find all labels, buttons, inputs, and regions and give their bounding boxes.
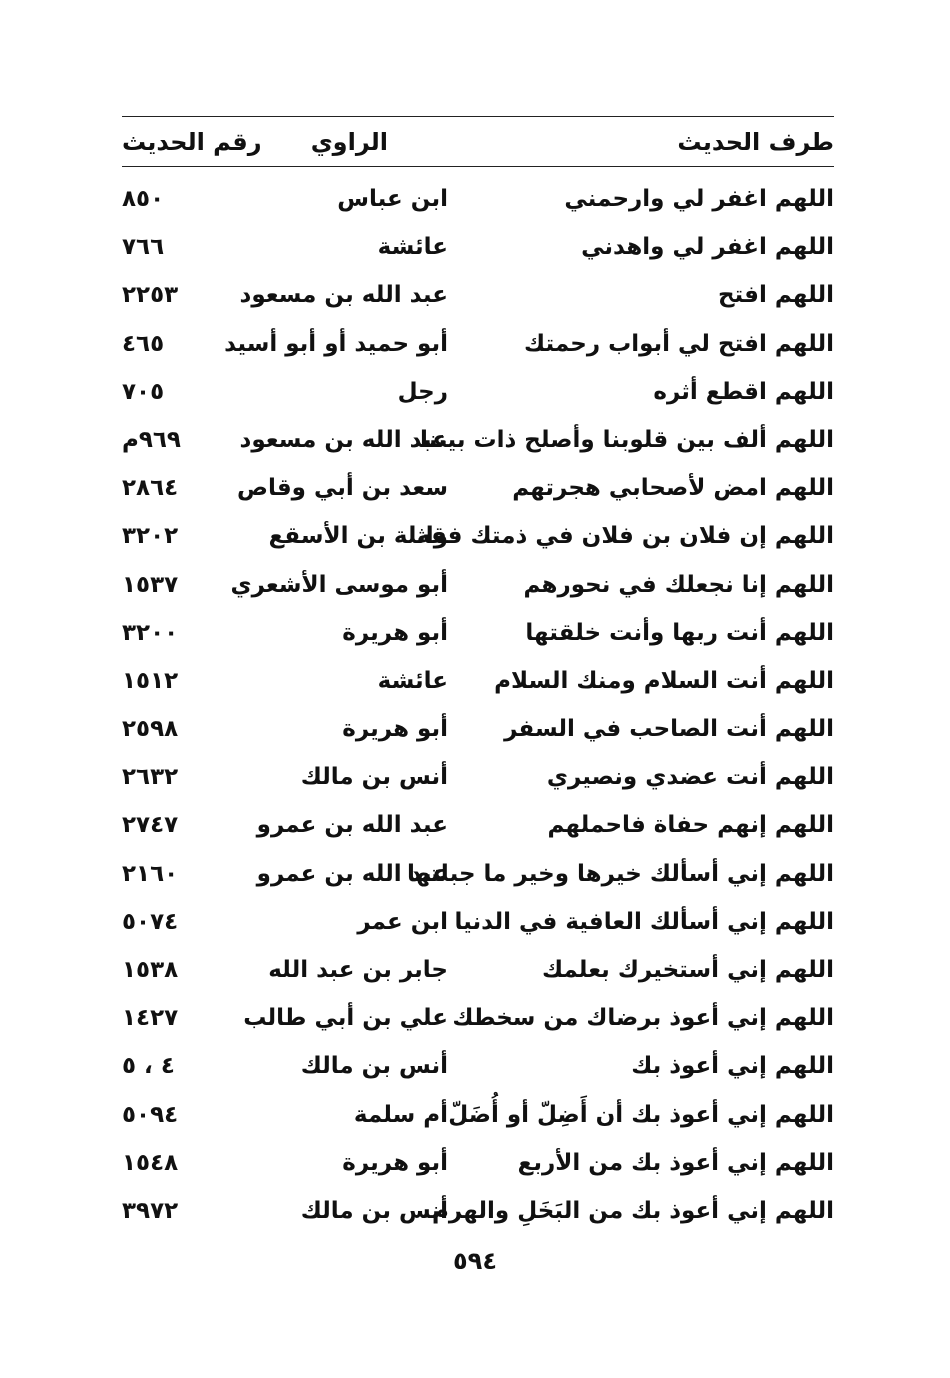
hadith-text: اللهم إنا نجعلك في نحورهم <box>523 571 834 598</box>
header-narrator: الراوي <box>310 128 388 156</box>
hadith-text: اللهم ألف بين قلوبنا وأصلح ذات بيننا <box>420 426 834 453</box>
table-row <box>122 754 834 802</box>
narrator-name: أبو حميد أو أبو أسيد <box>224 330 448 357</box>
table-row <box>122 513 834 561</box>
narrator-name: أنس بن مالك <box>300 1053 448 1080</box>
narrator-name: واثلة بن الأسقع <box>268 523 448 550</box>
hadith-number: ١٥١٢ <box>122 667 179 694</box>
hadith-text: اللهم امض لأصحابي هجرتهم <box>512 475 834 502</box>
narrator-name: أنس بن مالك <box>300 1197 448 1224</box>
table-row <box>122 417 834 465</box>
narrator-name: سعد بن أبي وقاص <box>237 475 448 502</box>
table-row <box>122 562 834 610</box>
hadith-text: اللهم أنت عضدي ونصيري <box>546 764 834 791</box>
narrator-name: أبو هريرة <box>342 716 448 743</box>
hadith-number: ٢٥٩٨ <box>122 716 179 743</box>
narrator-name: أم سلمة <box>353 1101 448 1128</box>
narrator-name: ابن عباس <box>337 186 448 212</box>
hadith-text: اللهم أنت ربها وأنت خلقتها <box>525 619 834 646</box>
narrator-name: عائشة <box>377 667 448 694</box>
hadith-number: ١٥٣٧ <box>122 571 179 598</box>
hadith-number: ٨٥٠ <box>122 186 165 212</box>
hadith-number: ٣٢٠٢ <box>122 523 179 550</box>
hadith-number: ٣٩٧٢ <box>122 1197 179 1224</box>
hadith-number: ٥٠٩٤ <box>122 1101 179 1128</box>
narrator-name: أبو موسى الأشعري <box>230 571 448 598</box>
hadith-text: اللهم إني أعوذ بك من الأربع <box>517 1149 834 1176</box>
hadith-text: اللهم إني أعوذ بك من البَخَلِ والهرم <box>432 1197 834 1224</box>
page-number: ٥٩٤ <box>453 1247 497 1275</box>
narrator-name: جابر بن عبد الله <box>268 957 448 983</box>
hadith-text: اللهم اغفر لي واهدني <box>581 234 834 261</box>
header-number: رقم الحديث <box>122 128 262 156</box>
hadith-text: اللهم افتح <box>717 282 834 309</box>
narrator-name: أبو هريرة <box>342 619 448 646</box>
hadith-text: اللهم إني أستخيرك بعلمك <box>541 957 834 983</box>
table-row <box>122 224 834 272</box>
table-row <box>122 1092 834 1140</box>
table-row <box>122 995 834 1043</box>
hadith-number: ١٤٢٧ <box>122 1005 179 1032</box>
table-row <box>122 272 834 320</box>
table-row <box>122 465 834 513</box>
hadith-text: اللهم إني أسألك العافية في الدنيا <box>454 908 834 935</box>
hadith-number: ٩٦٩م <box>122 426 181 453</box>
narrator-name: عبد الله بن مسعود <box>239 426 448 453</box>
hadith-text: اللهم إني أعوذ بك أن أَضِلّ أو أُضَلّ <box>448 1101 834 1128</box>
table-row <box>122 1043 834 1091</box>
table-row <box>122 899 834 947</box>
narrator-name: عبد الله بن عمرو <box>256 812 448 839</box>
hadith-number: ٥٠٧٤ <box>122 908 179 935</box>
hadith-text: اللهم إني أعوذ بك <box>631 1053 834 1080</box>
table-row <box>122 176 834 224</box>
hadith-number: ٧٦٦ <box>122 234 165 261</box>
hadith-text: اللهم أنت السلام ومنك السلام <box>494 667 834 694</box>
hadith-number: ٢٧٤٧ <box>122 812 179 839</box>
table-row <box>122 610 834 658</box>
hadith-number: ٤ ، ٥ <box>122 1053 175 1080</box>
table-row <box>122 706 834 754</box>
hadith-text: اللهم إني أعوذ برضاك من سخطك <box>452 1005 834 1032</box>
header-rule <box>122 166 834 167</box>
table-row <box>122 947 834 995</box>
hadith-number: ١٥٣٨ <box>122 957 179 983</box>
hadith-text: اللهم أنت الصاحب في السفر <box>504 716 834 743</box>
hadith-number: ٧٠٥ <box>122 378 165 405</box>
narrator-name: عبد الله بن مسعود <box>239 282 448 309</box>
narrator-name: رجل <box>397 378 448 405</box>
top-rule <box>122 116 834 117</box>
hadith-number: ١٥٤٨ <box>122 1149 179 1176</box>
table-row <box>122 1140 834 1188</box>
hadith-text: اللهم اقطع أثره <box>653 378 834 405</box>
narrator-name: أنس بن مالك <box>300 764 448 791</box>
table-body <box>122 176 834 1236</box>
hadith-text: اللهم إنهم حفاة فاحملهم <box>547 812 834 839</box>
hadith-number: ٢٢٥٣ <box>122 282 179 309</box>
table-row <box>122 658 834 706</box>
table-row <box>122 802 834 850</box>
table-row <box>122 369 834 417</box>
narrator-name: أبو هريرة <box>342 1149 448 1176</box>
hadith-text: اللهم اغفر لي وارحمني <box>564 186 834 212</box>
hadith-number: ٢٨٦٤ <box>122 475 179 502</box>
hadith-text: اللهم افتح لي أبواب رحمتك <box>524 330 834 357</box>
table-row <box>122 1188 834 1236</box>
table-row <box>122 321 834 369</box>
narrator-name: علي بن أبي طالب <box>243 1005 448 1032</box>
hadith-number: ٤٦٥ <box>122 330 165 357</box>
table-header <box>122 118 834 166</box>
hadith-text: اللهم إني أسألك خيرها وخير ما جبلتها <box>406 860 834 887</box>
hadith-text: اللهم إن فلان بن فلان في ذمتك فقه <box>416 523 834 550</box>
hadith-number: ٢١٦٠ <box>122 860 179 887</box>
hadith-number: ٢٦٣٢ <box>122 764 179 791</box>
narrator-name: عبد الله بن عمرو <box>256 860 448 887</box>
header-hadith: طرف الحديث <box>677 128 834 156</box>
narrator-name: ابن عمر <box>357 908 448 935</box>
hadith-number: ٣٢٠٠ <box>122 619 179 646</box>
narrator-name: عائشة <box>377 234 448 261</box>
table-row <box>122 851 834 899</box>
